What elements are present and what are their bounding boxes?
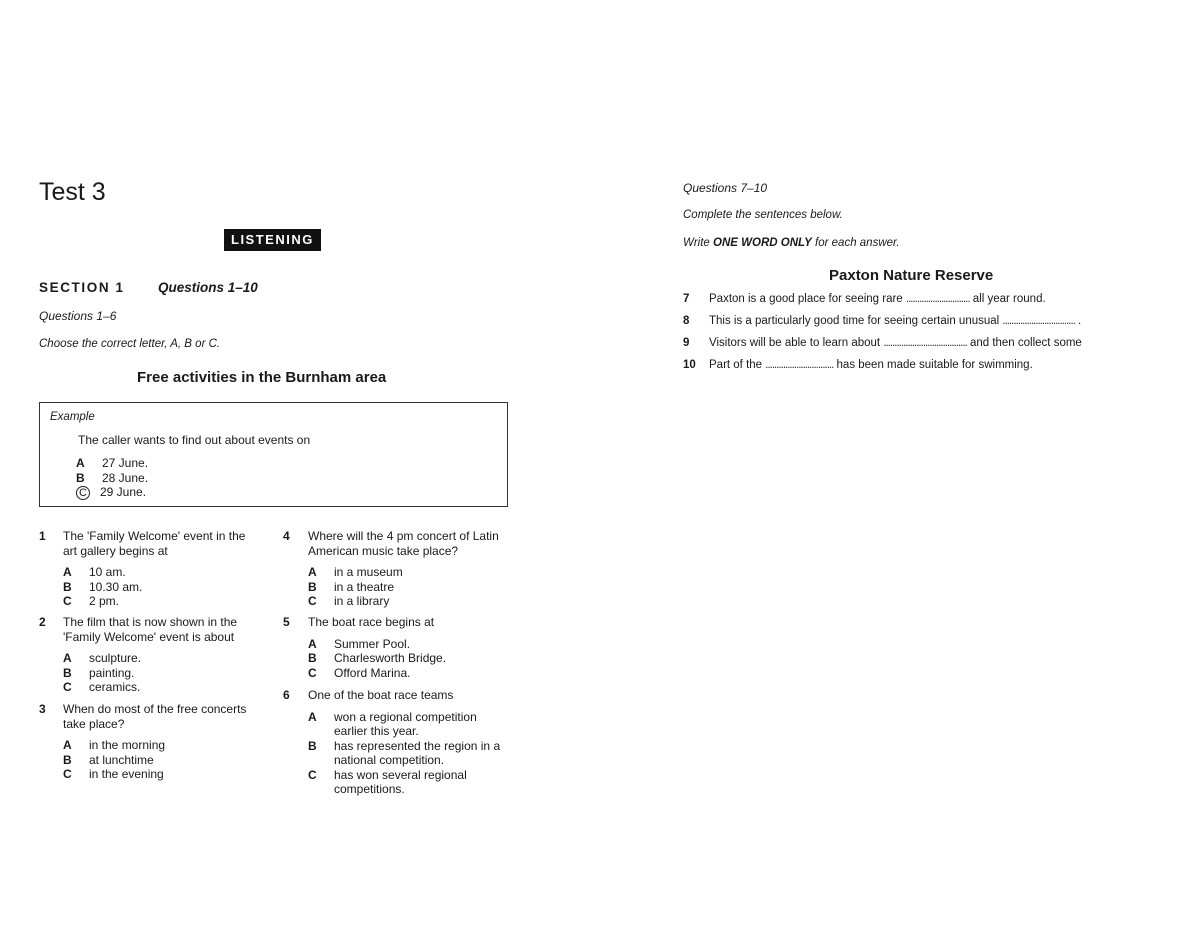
- option: [63, 767, 253, 782]
- sentence-7: [683, 293, 1046, 305]
- question-stem: The boat race begins at: [308, 615, 435, 629]
- option-text: in a theatre: [334, 579, 395, 594]
- question-number: 3: [39, 702, 46, 716]
- question-stem: One of the boat race teams: [308, 688, 454, 702]
- question-number: 5: [283, 615, 290, 629]
- option: [308, 637, 508, 652]
- option-letter: B: [63, 665, 72, 680]
- option: [308, 710, 508, 739]
- question-3: [39, 702, 253, 782]
- sentence-after: has been made suitable for swimming.: [836, 359, 1033, 371]
- question-1: [39, 529, 253, 609]
- option-letter: A: [63, 738, 72, 752]
- sentence-after: and then collect some: [969, 337, 1082, 349]
- example-options: [76, 456, 148, 500]
- example-option: [76, 471, 148, 486]
- question-number: 4: [283, 529, 290, 543]
- option-text: has represented the region in a national competition.: [334, 738, 501, 767]
- heading-free-activities: Free activities in the Burnham area: [137, 369, 387, 386]
- option-letter: A: [308, 709, 317, 724]
- option-text: ceramics.: [89, 680, 141, 694]
- listening-badge: LISTENING: [224, 229, 321, 251]
- sentence-number: 7: [683, 293, 690, 305]
- option-letter: B: [63, 752, 72, 767]
- heading-paxton-nature-reserve: Paxton Nature Reserve: [829, 267, 994, 284]
- example-option-correct: [76, 485, 148, 500]
- sentence-before: Visitors will be able to learn about: [709, 337, 881, 349]
- option-text: 28 June.: [102, 470, 149, 485]
- question-options: [308, 637, 508, 681]
- option-letter: C: [308, 594, 317, 608]
- question-number: 1: [39, 529, 46, 543]
- example-stem: The caller wants to find out about events on: [78, 433, 311, 447]
- sentence-number: 10: [683, 359, 696, 371]
- sentence-9: [683, 337, 1082, 349]
- question-6: [283, 688, 508, 797]
- example-label: Example: [50, 411, 95, 423]
- option: [308, 594, 508, 609]
- option-letter: C: [308, 767, 317, 782]
- option-letter: B: [76, 470, 85, 485]
- option: [63, 580, 253, 595]
- questions-range-1-6: Questions 1–6: [39, 309, 117, 323]
- question-4: [283, 529, 508, 609]
- sentence-before: Paxton is a good place for seeing rare: [709, 293, 903, 305]
- option-text: 10.30 am.: [89, 579, 143, 594]
- option-letter: C: [63, 680, 72, 694]
- option-text: in the morning: [89, 738, 166, 752]
- question-stem: When do most of the free concerts take place?: [63, 702, 247, 731]
- option-letter: C: [308, 665, 317, 680]
- option-text: Summer Pool.: [334, 636, 411, 651]
- option-text: in the evening: [89, 767, 164, 781]
- question-stem: The film that is now shown in the 'Family Welcome' event is about: [63, 615, 238, 644]
- option-text: 27 June.: [102, 456, 149, 470]
- option-letter: B: [308, 651, 317, 665]
- option: [308, 768, 508, 797]
- option: [63, 666, 253, 681]
- option-letter: A: [63, 651, 72, 665]
- circled-answer-letter: C: [76, 486, 90, 500]
- question-number: 2: [39, 615, 46, 629]
- option-text: painting.: [89, 665, 135, 680]
- sentence-number: 9: [683, 337, 690, 349]
- option: [63, 753, 253, 768]
- option: [308, 739, 508, 768]
- question-5: [283, 615, 508, 680]
- question-options: [63, 738, 253, 782]
- option-text: Charlesworth Bridge.: [334, 651, 447, 665]
- section-label: SECTION 1: [39, 280, 125, 295]
- question-stem: The 'Family Welcome' event in the art gallery begins at: [63, 529, 246, 558]
- section-questions: Questions 1–10: [158, 280, 258, 295]
- questions-range-7-10: Questions 7–10: [683, 181, 768, 195]
- option-text: in a museum: [334, 565, 403, 579]
- option: [63, 738, 253, 753]
- option-text: sculpture.: [89, 651, 142, 665]
- option-letter: A: [76, 456, 85, 470]
- sentence-after: .: [1078, 315, 1082, 327]
- answer-blank: ...............................: [765, 359, 834, 371]
- instruction-one-word: [683, 237, 900, 249]
- instruction-complete-sentences: Complete the sentences below.: [683, 209, 843, 221]
- instruction-choose-letter: Choose the correct letter, A, B or C.: [39, 338, 221, 350]
- option: [308, 565, 508, 580]
- sentence-number: 8: [683, 315, 690, 327]
- answer-blank: .................................: [1002, 315, 1075, 327]
- option: [63, 651, 253, 666]
- option-text: won a regional competition earlier this year.: [334, 709, 477, 738]
- answer-blank: ......................................: [883, 337, 967, 349]
- option-text: 2 pm.: [89, 594, 120, 608]
- question-options: [308, 565, 508, 609]
- sentence-8: [683, 315, 1081, 327]
- question-options: [63, 565, 253, 609]
- option-text: has won several regional competitions.: [334, 767, 467, 796]
- option-text: 29 June.: [100, 485, 147, 499]
- option: [308, 580, 508, 595]
- option-letter: A: [308, 565, 317, 579]
- option-letter: A: [308, 636, 317, 651]
- sentence-after: all year round.: [972, 293, 1046, 305]
- example-option: [76, 456, 148, 471]
- option-letter: B: [308, 579, 317, 594]
- sentence-10: [683, 359, 1033, 371]
- answer-blank: .............................: [905, 293, 970, 305]
- option-letter: C: [63, 767, 72, 781]
- option: [63, 565, 253, 580]
- option-letter: B: [308, 738, 317, 753]
- option-text: 10 am.: [89, 565, 126, 579]
- instruction-post: for each answer.: [811, 237, 900, 249]
- question-options: [63, 651, 253, 695]
- question-options: [308, 710, 508, 797]
- question-stem: Where will the 4 pm concert of Latin American music take place?: [308, 529, 499, 558]
- option: [63, 594, 253, 609]
- question-2: [39, 615, 253, 695]
- instruction-bold: ONE WORD ONLY: [713, 237, 812, 249]
- option-letter: C: [63, 594, 72, 608]
- test-title: Test 3: [39, 178, 106, 206]
- option-text: Offord Marina.: [334, 665, 411, 680]
- option: [308, 651, 508, 666]
- sentence-before: Part of the: [709, 359, 763, 371]
- option-letter: B: [63, 579, 72, 594]
- option: [308, 666, 508, 681]
- sentence-before: This is a particularly good time for seeing certain unusual: [709, 315, 1000, 327]
- option: [63, 680, 253, 695]
- instruction-pre: Write: [683, 237, 714, 249]
- option-text: in a library: [334, 594, 390, 608]
- option-text: at lunchtime: [89, 752, 154, 767]
- option-letter: A: [63, 565, 72, 579]
- question-number: 6: [283, 688, 290, 702]
